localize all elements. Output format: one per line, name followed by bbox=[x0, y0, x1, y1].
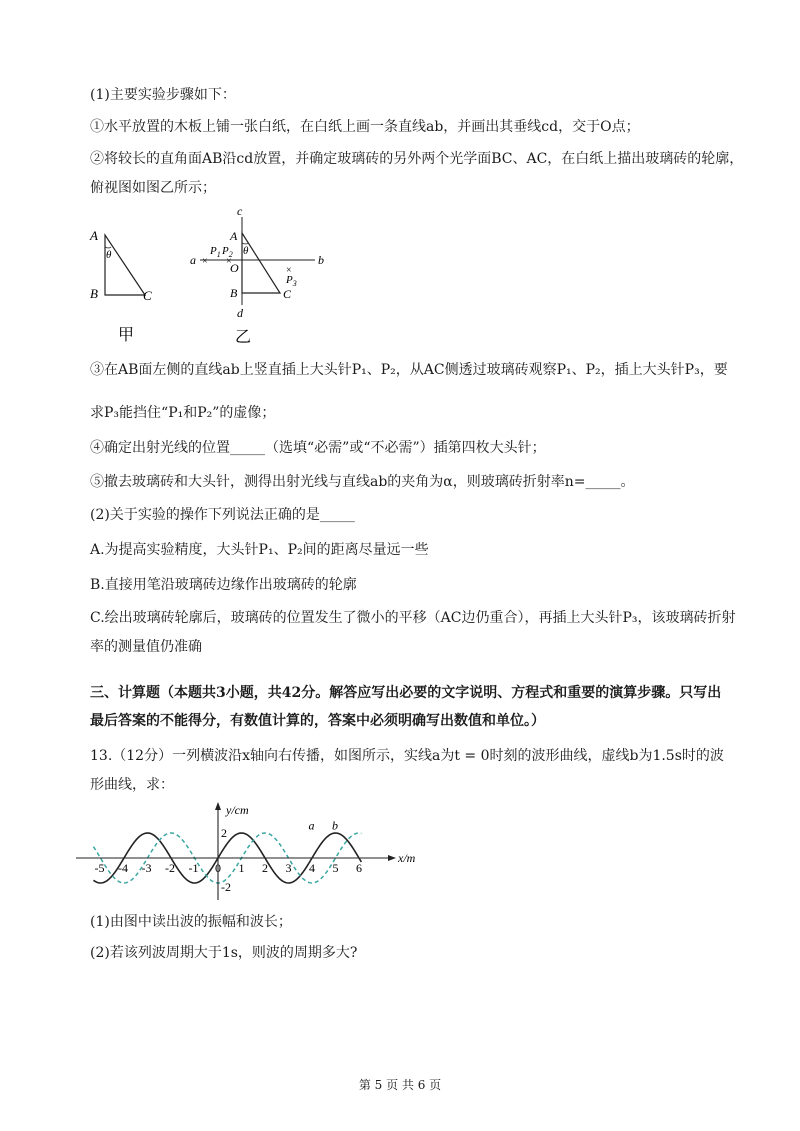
step-3-cont: 求P₃能挡住“P₁和P₂”的虚像； bbox=[90, 405, 276, 421]
step-2: ②将较长的直角面AB沿cd放置，并确定玻璃砖的另外两个光学面BC、AC，在白纸上描出玻璃砖的轮廓， bbox=[90, 151, 744, 167]
x-tick-label-8: 3 bbox=[285, 861, 292, 875]
pin-p2-mark: × bbox=[226, 256, 232, 267]
jia-caption: 甲 bbox=[118, 327, 135, 344]
series-b-label: b bbox=[331, 818, 338, 833]
problem-13-q2: (2)若该列波周期大于1s，则波的周期多大? bbox=[90, 945, 358, 961]
yi-label-p3: $P_3$ bbox=[286, 274, 297, 288]
page-footer: 第 5 页 共 6 页 bbox=[358, 1078, 442, 1092]
series-a-label: a bbox=[308, 818, 315, 833]
figure-yi bbox=[190, 205, 350, 345]
steps-title: (1)主要实验步骤如下： bbox=[90, 87, 236, 103]
x-tick-label-4: -1 bbox=[188, 861, 199, 875]
x-tick-label-10: 5 bbox=[332, 861, 339, 875]
pin-p1-mark: × bbox=[202, 256, 208, 267]
step-1: ①水平放置的木板上铺一张白纸，在白纸上画一条直线ab，并画出其垂线cd，交于O点； bbox=[90, 119, 640, 135]
yi-label-theta: θ bbox=[243, 245, 249, 257]
step-4: ④确定出射光线的位置_____（选填“必需”或“不必需”）插第四枚大头针； bbox=[90, 440, 546, 456]
yi-label-a-vertex: A bbox=[230, 229, 238, 243]
yi-label-d-line: d bbox=[237, 306, 243, 320]
yi-label-o: O bbox=[230, 261, 239, 275]
pin-p3-mark: × bbox=[286, 265, 292, 276]
y-tick-label-0: 2 bbox=[221, 826, 227, 840]
problem-13-q1: (1)由图中读出波的振幅和波长； bbox=[90, 914, 292, 930]
x-tick-label-2: -3 bbox=[141, 861, 152, 875]
x-tick-label-6: 1 bbox=[238, 861, 245, 875]
x-tick-label-0: -5 bbox=[94, 861, 105, 875]
x-axis-arrow bbox=[388, 855, 396, 861]
option-c: C.绘出玻璃砖轮廓后，玻璃砖的位置发生了微小的平移（AC边仍重合），再插上大头针P₃，该玻璃砖折射 bbox=[90, 610, 736, 626]
x-tick-label-9: 4 bbox=[309, 861, 315, 875]
problem-13-text-cont: 形曲线，求： bbox=[90, 777, 174, 793]
x-tick-label-5: 0 bbox=[215, 861, 221, 875]
figure-jia bbox=[85, 215, 195, 350]
step-2-cont: 俯视图如图乙所示； bbox=[90, 180, 216, 196]
x-tick-label-1: -4 bbox=[118, 861, 128, 875]
x-tick-label-3: -2 bbox=[165, 861, 175, 875]
y-tick-label-1: -2 bbox=[221, 880, 231, 894]
step-5: ⑤撤去玻璃砖和大头针，测得出射光线与直线ab的夹角为α，则玻璃砖折射率n=_____。 bbox=[90, 474, 635, 490]
question-2: (2)关于实验的操作下列说法正确的是_____ bbox=[90, 507, 355, 523]
y-axis-label: y/cm bbox=[226, 803, 249, 817]
section-3-heading-cont: 最后答案的不能得分，有数值计算的，答案中必须明确写出数值和单位。） bbox=[90, 713, 545, 729]
jia-label-b: B bbox=[90, 286, 98, 301]
yi-label-p1: $P_1$ bbox=[210, 245, 221, 259]
yi-label-p2: $P_2$ bbox=[222, 245, 233, 259]
section-3-heading: 三、计算题（本题共3小题，共42分。解答应写出必要的文字说明、方程式和重要的演算步骤。只写出 bbox=[90, 685, 722, 701]
option-c-cont: 率的测量值仍准确 bbox=[90, 639, 202, 655]
y-axis-arrow bbox=[215, 802, 221, 810]
jia-label-a: A bbox=[90, 228, 98, 243]
yi-label-b-line: b bbox=[318, 253, 324, 267]
x-tick-label-11: 6 bbox=[356, 861, 362, 875]
wave-chart bbox=[70, 800, 430, 905]
yi-label-b-vertex: B bbox=[230, 286, 238, 300]
option-b: B.直接用笔沿玻璃砖边缘作出玻璃砖的轮廓 bbox=[90, 577, 357, 593]
yi-label-c-line: c bbox=[237, 205, 243, 218]
x-tick-label-7: 2 bbox=[262, 861, 268, 875]
jia-label-theta: θ bbox=[106, 249, 112, 261]
yi-label-a-line: a bbox=[190, 253, 196, 267]
problem-13-text: 13.（12分）一列横波沿x轴向右传播，如图所示，实线a为t = 0时刻的波形曲线，虚线b为1.5s时的波 bbox=[90, 748, 724, 764]
option-a: A.为提高实验精度，大头针P₁、P₂间的距离尽量远一些 bbox=[90, 542, 429, 558]
x-axis-label: x/m bbox=[398, 851, 416, 865]
yi-caption: 乙 bbox=[235, 329, 252, 345]
jia-label-c: C bbox=[143, 288, 152, 303]
yi-label-c-vertex: C bbox=[283, 287, 292, 301]
step-3: ③在AB面左侧的直线ab上竖直插上大头针P₁、P₂，从AC侧透过玻璃砖观察P₁、P₂，插上大头针P₃，要 bbox=[90, 362, 728, 378]
